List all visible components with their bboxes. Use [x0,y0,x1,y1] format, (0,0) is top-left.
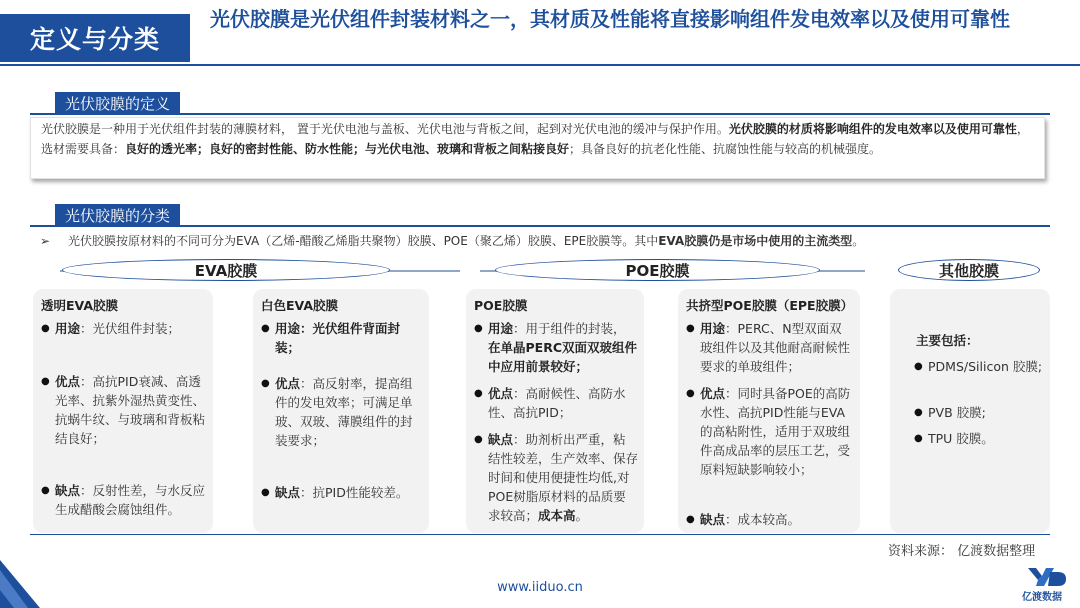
definition-box [30,117,1045,179]
other-item [914,357,1044,376]
advantage-item [261,374,423,450]
bullet-icon: ● [474,388,483,399]
use-label: 用途 [55,321,81,336]
use-text: ：PERC、N型双面双玻组件以及其他耐高耐候性要求的单玻组件； [700,321,851,374]
bullet-icon: ● [914,361,923,372]
use-item [261,319,423,357]
card-poe [466,289,644,533]
bullet-icon: ● [474,434,483,445]
bullet-icon: ● [686,388,695,399]
card-title: POE胶膜 [474,298,528,313]
use-text: ：用于组件的封装， [513,321,626,336]
card-white-eva [253,289,429,533]
use-bold: 在单晶PERC双面双玻组件中应用前景较好； [488,340,637,374]
bullet-icon: ● [474,323,483,334]
use-label: 用途 [275,321,301,336]
other-item [914,429,1044,448]
disadvantage-bold: 成本高 [538,508,576,523]
use-text: ：光伏组件背面封装； [275,321,401,355]
bullet-icon: ● [41,485,50,496]
advantage-text: ：高抗PID衰减、高透光率、抗紫外湿热黄变性、抗蜗牛纹、与玻璃和背板粘结良好； [55,374,206,446]
card-co-extruded-poe [678,289,860,533]
section-title: 定义与分类 [0,14,190,62]
others-heading: 主要包括： [916,333,979,348]
card-other-films [890,289,1050,533]
bullet-icon: ● [914,433,923,444]
advantage-item [41,372,207,448]
card-transparent-eva [33,289,213,533]
other-group-pill: 其他胶膜 [898,259,1040,281]
bullet-icon: ● [261,323,270,334]
disadvantage-text: ：抗PID性能较差。 [300,485,409,500]
other-item-text: PVB 胶膜; [928,405,986,420]
card-title: 透明EVA胶膜 [41,298,119,313]
intro-bold: EVA胶膜仍是市场中使用的主流类型 [658,234,853,248]
disadvantage-label: 缺点 [55,483,81,498]
disadvantage-item [474,430,638,525]
bullet-icon: ● [261,487,270,498]
intro-end: 。 [852,234,865,248]
header-divider [0,64,1080,66]
source-note: 资料来源： 亿渡数据整理 [888,544,1036,559]
definition-text-5: ；具备良好的抗老化性能、抗腐蚀性能与较高的机械强度。 [569,141,882,156]
definition-text-3: ，选材需要具备： [41,122,1029,156]
other-item-text: PDMS/Silicon 胶膜; [928,359,1043,374]
intro-text: 光伏胶膜按原材料的不同可分为EVA（乙烯-醋酸乙烯脂共聚物）胶膜、POE（聚乙烯）胶膜、EPE胶膜等。其中 [68,234,659,248]
disadvantage-item [41,481,207,519]
card-title: 共挤型POE胶膜（EPE胶膜） [686,298,854,313]
poe-group-pill: POE胶膜 [495,259,820,281]
definition-text-4: 良好的透光率；良好的密封性能、防水性能；与光伏电池、玻璃和背板之间粘接良好 [125,141,570,156]
definition-divider [30,113,1050,115]
card-title: 白色EVA胶膜 [261,298,339,313]
bullet-icon: ● [914,407,923,418]
definition-text-2: 光伏胶膜的材质将影响组件的发电效率以及使用可靠性 [728,122,1017,136]
use-label: 用途 [700,321,726,336]
disadvantage-end: 。 [575,508,589,523]
bottom-divider [30,534,1050,535]
definition-text-1: 光伏胶膜是一种用于光伏组件封装的薄膜材料， 置于光伏电池与盖板、光伏电池与背板之间，起到对光伏电池的缓冲与保护作用。 [41,122,729,136]
advantage-label: 优点 [700,386,726,401]
disadvantage-text: ：成本较高。 [725,512,801,527]
use-text: ：光伏组件封装； [80,321,181,336]
brand-logo-icon [1024,566,1068,588]
definition-label: 光伏胶膜的定义 [55,92,180,114]
disadvantage-label: 缺点 [275,485,301,500]
classification-divider [30,225,1050,227]
disadvantage-text: ：助剂析出严重，粘结性较差，生产效率、保存时间和使用便捷性均低,对POE树脂原材料的品质要求较高； [488,432,639,523]
footer-url-link[interactable]: www.iiduo.cn [497,580,583,595]
bullet-icon: ● [686,323,695,334]
bullet-icon: ● [261,378,270,389]
arrow-bullet-icon: ➢ [40,234,51,248]
brand-logo-text: 亿渡数据 [1022,592,1062,603]
classification-label: 光伏胶膜的分类 [55,204,180,226]
advantage-text: ：同时具备POE的高防水性、高抗PID性能与EVA的高粘附性，适用于双玻组件高成品率的层压工艺，受原料短缺影响较小； [700,386,851,477]
eva-group-pill: EVA胶膜 [62,259,390,281]
advantage-item [686,384,854,479]
advantage-label: 优点 [488,386,514,401]
classification-intro [40,233,1050,249]
advantage-label: 优点 [55,374,81,389]
disadvantage-item [686,510,854,529]
disadvantage-label: 缺点 [488,432,514,447]
use-label: 用途 [488,321,514,336]
use-item [474,319,638,376]
advantage-text: ：高反射率，提高组件的发电效率；可满足单玻、双玻、薄膜组件的封装要求； [275,376,413,448]
disadvantage-item [261,483,423,502]
disadvantage-label: 缺点 [700,512,726,527]
advantage-label: 优点 [275,376,301,391]
advantage-item [474,384,638,422]
bullet-icon: ● [41,323,50,334]
use-item [41,319,207,338]
advantage-text: ：高耐候性、高防水性、高抗PID； [488,386,626,420]
other-item-text: TPU 胶膜。 [928,431,994,446]
use-item [686,319,854,376]
other-item [914,403,1044,422]
bullet-icon: ● [41,376,50,387]
page-headline: 光伏胶膜是光伏组件封装材料之一，其材质及性能将直接影响组件发电效率以及使用可靠性 [210,7,1010,31]
bullet-icon: ● [686,514,695,525]
disadvantage-text: ：反射性差，与水反应生成醋酸会腐蚀组件。 [55,483,206,517]
